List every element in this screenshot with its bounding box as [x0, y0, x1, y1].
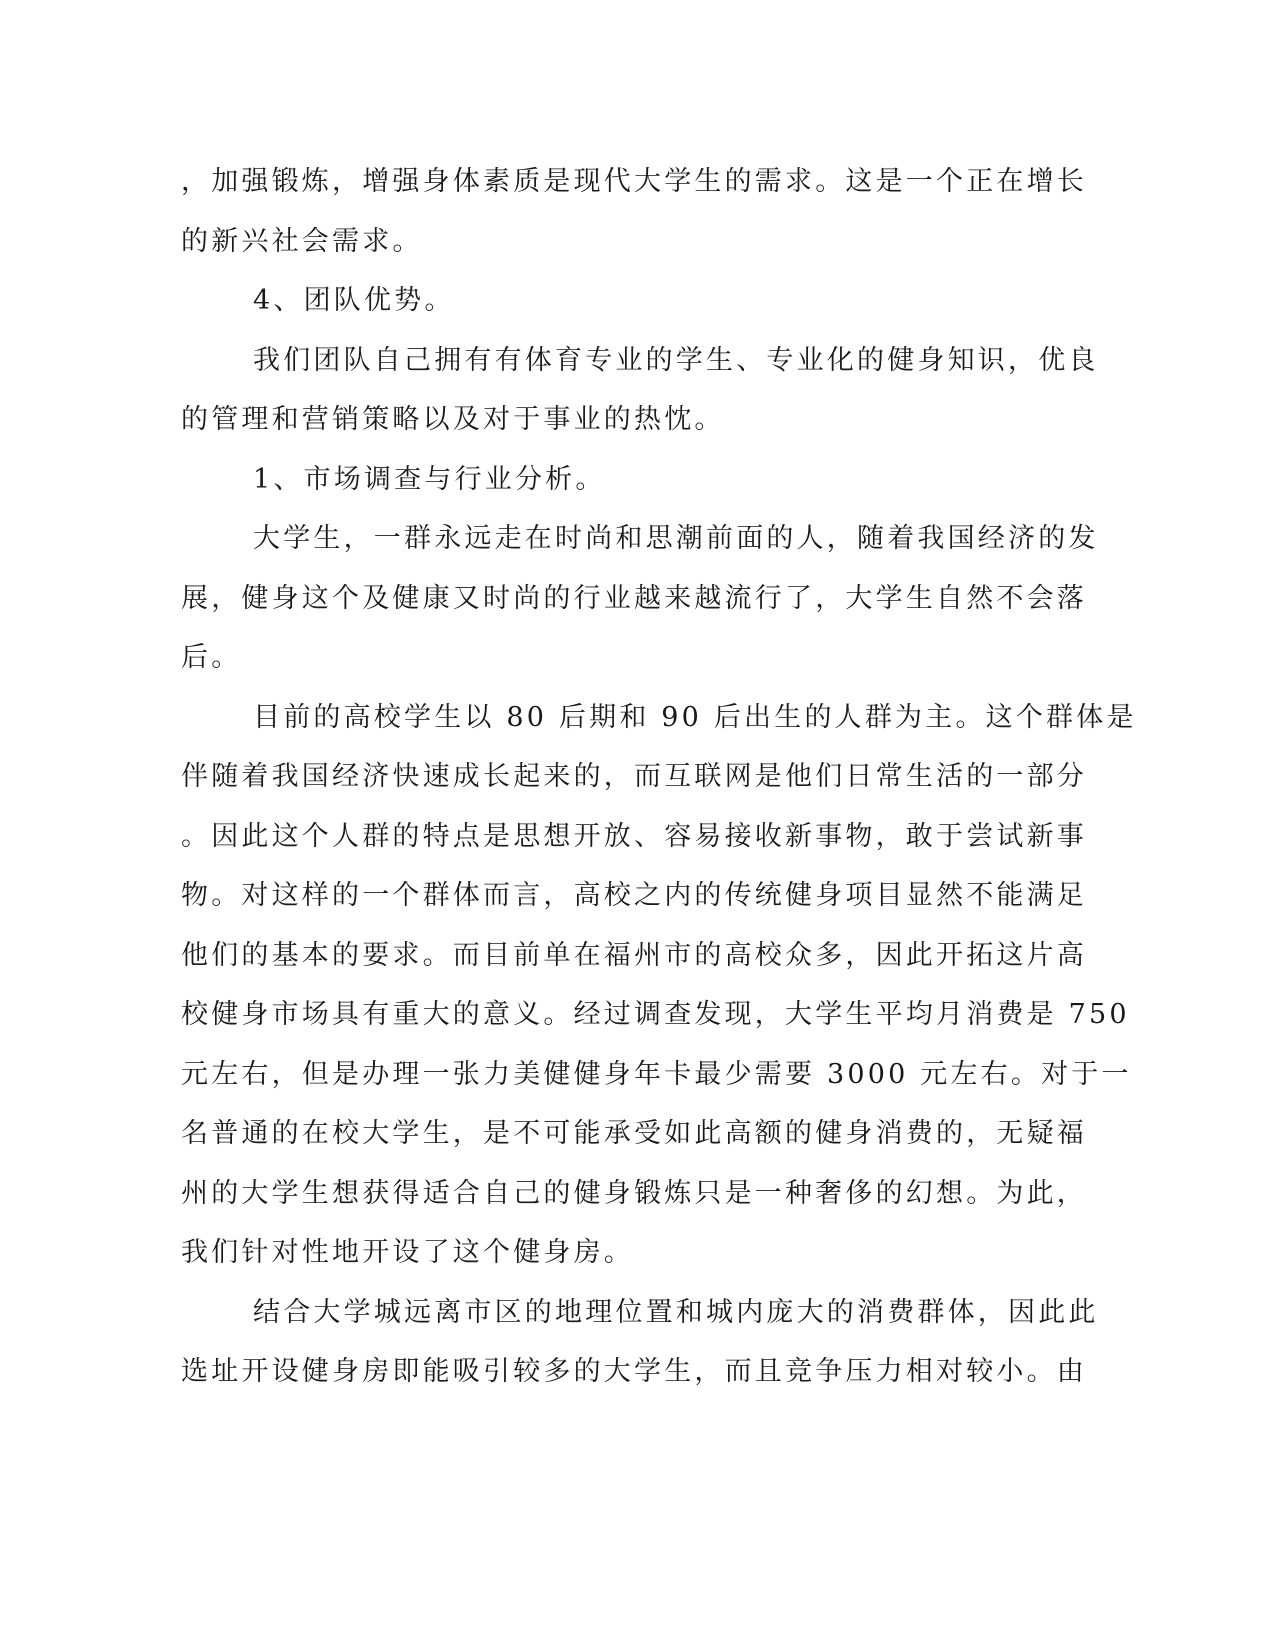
text-line: 我们针对性地开设了这个健身房。 [181, 1237, 634, 1268]
text-line: 目前的高校学生以 80 后期和 90 后出生的人群为主。这个群体是 [253, 701, 1137, 733]
text-line: 后。 [181, 642, 242, 673]
section-heading: 4、团队优势。 [253, 285, 455, 316]
body-text [181, 160, 1137, 1410]
text-line: ，加强锻炼，增强身体素质是现代大学生的需求。这是一个正在增长 [181, 166, 1087, 197]
text-line: 我们团队自己拥有有体育专业的学生、专业化的健身知识，优良 [253, 344, 1099, 376]
text-line: 元左右，但是办理一张力美健健身年卡最少需要 3000 元左右。对于一 [181, 1058, 1132, 1090]
text-line: 校健身市场具有重大的意义。经过调查发现，大学生平均月消费是 750 [181, 999, 1130, 1030]
text-line: 的新兴社会需求。 [181, 225, 423, 257]
text-line: 他们的基本的要求。而目前单在福州市的高校众多，因此开拓这片高 [181, 939, 1087, 971]
text-line: 选址开设健身房即能吸引较多的大学生，而且竞争压力相对较小。由 [181, 1356, 1087, 1387]
text-line: 。因此这个人群的特点是思想开放、容易接收新事物，敢于尝试新事 [181, 820, 1087, 852]
text-line: 伴随着我国经济快速成长起来的，而互联网是他们日常生活的一部分 [181, 761, 1087, 792]
text-line: 展，健身这个及健康又时尚的行业越来越流行了，大学生自然不会落 [181, 582, 1087, 614]
text-line: 大学生，一群永远走在时尚和思潮前面的人，随着我国经济的发 [253, 523, 1099, 554]
text-line: 州的大学生想获得适合自己的健身锻炼只是一种奢侈的幻想。为此， [181, 1177, 1087, 1209]
text-line: 物。对这样的一个群体而言，高校之内的传统健身项目显然不能满足 [181, 880, 1087, 911]
text-line: 名普通的在校大学生，是不可能承受如此高额的健身消费的，无疑福 [181, 1118, 1087, 1149]
text-line: 结合大学城远离市区的地理位置和城内庞大的消费群体，因此此 [253, 1296, 1099, 1328]
section-heading: 1、市场调查与行业分析。 [253, 463, 606, 495]
text-line: 的管理和营销策略以及对于事业的热忱。 [181, 404, 725, 435]
